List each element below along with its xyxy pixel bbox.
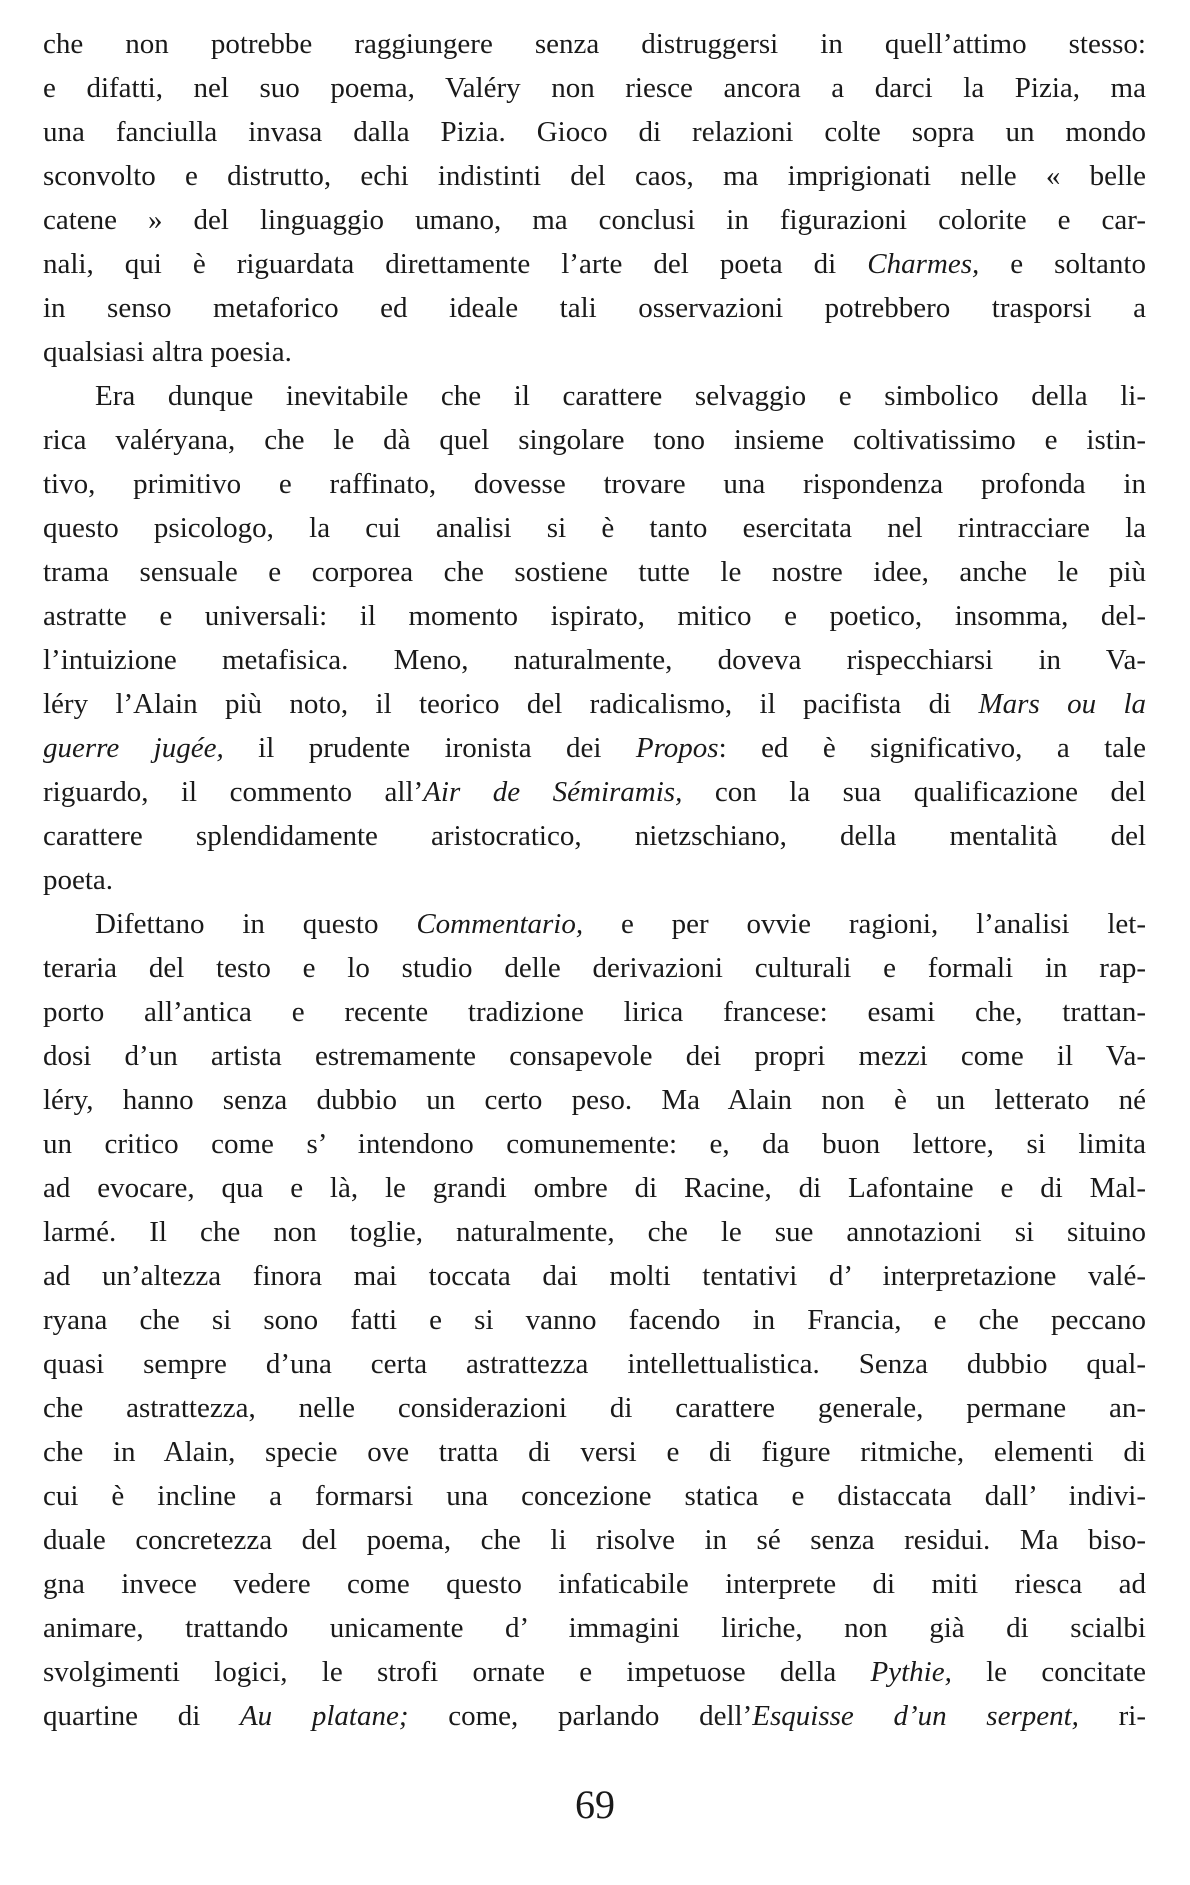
text-segment: léry, hanno senza dubbio un certo peso. Ma Alain non è un letterato né [43, 1084, 1146, 1116]
text-segment: ad evocare, qua e là, le grandi ombre di Racine, di Lafontaine e di Mal- [43, 1172, 1146, 1204]
text-segment: Era dunque inevitabile che il carattere selvaggio e simbolico della li- [95, 380, 1146, 412]
text-line [43, 638, 1146, 682]
text-line [43, 1298, 1146, 1342]
text-line [43, 66, 1146, 110]
text-segment: catene » del linguaggio umano, ma conclusi in figurazioni colorite e car- [43, 204, 1146, 236]
text-segment: che in Alain, specie ove tratta di versi e di figure ritmiche, elementi di [43, 1436, 1146, 1468]
text-line [43, 814, 1146, 858]
text-segment: con la sua qualificazione del [682, 776, 1146, 808]
text-line [43, 1386, 1146, 1430]
text-line [43, 462, 1146, 506]
text-segment: questo psicologo, la cui analisi si è tanto esercitata nel rintracciare la [43, 512, 1146, 544]
text-line [43, 682, 1146, 726]
text-segment: l’intuizione metafisica. Meno, naturalmente, doveva rispecchiarsi in Va- [43, 644, 1146, 676]
italic-title: Charmes, [867, 248, 980, 280]
text-segment: riguardo, il commento all’ [43, 776, 424, 808]
text-segment: come, parlando dell’ [408, 1700, 753, 1732]
page-number: 69 [575, 1782, 615, 1827]
text-segment: e soltanto [979, 248, 1146, 280]
text-segment: il prudente ironista dei [223, 732, 636, 764]
text-line [43, 506, 1146, 550]
text-segment: le concitate [951, 1656, 1146, 1688]
text-segment: quartine di [43, 1700, 240, 1732]
text-line [43, 1034, 1146, 1078]
text-segment: ad un’altezza finora mai toccata dai molti tentativi d’ interpretazione valé- [43, 1260, 1146, 1292]
text-line [43, 594, 1146, 638]
text-line [43, 1650, 1146, 1694]
text-line [43, 1166, 1146, 1210]
text-segment: : ed è significativo, a tale [718, 732, 1146, 764]
text-segment: carattere splendidamente aristocratico, nietzschiano, della mentalità del [43, 820, 1146, 852]
italic-title: Esquisse d’un serpent, [752, 1700, 1079, 1732]
text-line [43, 902, 1146, 946]
text-segment: trama sensuale e corporea che sostiene tutte le nostre idee, anche le più [43, 556, 1146, 588]
text-line [43, 1562, 1146, 1606]
italic-title: Mars ou la [978, 688, 1146, 720]
text-line [43, 550, 1146, 594]
text-line [43, 1210, 1146, 1254]
text-line [43, 858, 1146, 902]
text-segment: sconvolto e distrutto, echi indistinti del caos, ma imprigionati nelle « belle [43, 160, 1146, 192]
text-line [43, 770, 1146, 814]
text-line [43, 286, 1146, 330]
text-line [43, 1518, 1146, 1562]
text-segment: che astrattezza, nelle considerazioni di carattere generale, permane an- [43, 1392, 1146, 1424]
text-segment: tivo, primitivo e raffinato, dovesse trovare una rispondenza profonda in [43, 468, 1146, 500]
text-line [43, 1606, 1146, 1650]
text-segment: Difettano in questo [95, 908, 417, 940]
text-segment: larmé. Il che non toglie, naturalmente, che le sue annotazioni si situino [43, 1216, 1146, 1248]
text-line [43, 418, 1146, 462]
text-segment: una fanciulla invasa dalla Pizia. Gioco di relazioni colte sopra un mondo [43, 116, 1146, 148]
text-line [43, 990, 1146, 1034]
text-segment: nali, qui è riguardata direttamente l’arte del poeta di [43, 248, 868, 280]
text-segment: ri- [1078, 1700, 1147, 1732]
text-segment: qualsiasi altra poesia. [43, 336, 292, 368]
text-line [43, 1694, 1146, 1738]
text-line [43, 1254, 1146, 1298]
italic-title: guerre jugée, [43, 732, 224, 764]
text-line [43, 1122, 1146, 1166]
text-line [43, 1342, 1146, 1386]
text-line [43, 22, 1146, 66]
text-line [43, 374, 1146, 418]
text-segment: duale concretezza del poema, che li risolve in sé senza residui. Ma biso- [43, 1524, 1146, 1556]
text-segment: animare, trattando unicamente d’ immagini liriche, non già di scialbi [43, 1612, 1146, 1644]
text-line [43, 242, 1146, 286]
text-line [43, 1078, 1146, 1122]
italic-title: Au platane; [239, 1700, 409, 1732]
text-segment: quasi sempre d’una certa astrattezza intellettualistica. Senza dubbio qual- [43, 1348, 1146, 1380]
text-line [43, 946, 1146, 990]
text-line [43, 198, 1146, 242]
text-segment: dosi d’un artista estremamente consapevole dei propri mezzi come il Va- [43, 1040, 1146, 1072]
text-segment: gna invece vedere come questo infaticabile interprete di miti riesca ad [43, 1568, 1146, 1600]
text-segment: poeta. [43, 864, 114, 896]
italic-title: Air de Sémiramis, [423, 776, 683, 808]
text-segment: e difatti, nel suo poema, Valéry non riesce ancora a darci la Pizia, ma [43, 72, 1146, 104]
text-line [43, 330, 1146, 374]
text-segment: porto all’antica e recente tradizione lirica francese: esami che, trattan- [43, 996, 1146, 1028]
text-segment: un critico come s’ intendono comunemente: e, da buon lettore, si limita [43, 1128, 1146, 1160]
text-line [43, 154, 1146, 198]
italic-title: Pythie, [870, 1656, 952, 1688]
text-segment: rica valéryana, che le dà quel singolare tono insieme coltivatissimo e istin- [43, 424, 1146, 456]
text-line [43, 110, 1146, 154]
body-text [43, 22, 1146, 1738]
text-segment: astratte e universali: il momento ispirato, mitico e poetico, insomma, del- [43, 600, 1146, 632]
text-segment: léry l’Alain più noto, il teorico del radicalismo, il pacifista di [43, 688, 979, 720]
text-segment: teraria del testo e lo studio delle derivazioni culturali e formali in rap- [43, 952, 1146, 984]
text-segment: e per ovvie ragioni, l’analisi let- [583, 908, 1146, 940]
text-segment: cui è incline a formarsi una concezione statica e distaccata dall’ indivi- [43, 1480, 1146, 1512]
italic-title: Propos [635, 732, 719, 764]
text-line [43, 1430, 1146, 1474]
text-line [43, 726, 1146, 770]
text-line [43, 1474, 1146, 1518]
text-segment: in senso metaforico ed ideale tali osservazioni potrebbero trasporsi a [43, 292, 1146, 324]
text-segment: che non potrebbe raggiungere senza distruggersi in quell’attimo stesso: [43, 28, 1146, 60]
italic-title: Commentario, [416, 908, 584, 940]
text-segment: ryana che si sono fatti e si vanno facendo in Francia, e che peccano [43, 1304, 1146, 1336]
text-segment: svolgimenti logici, le strofi ornate e impetuose della [43, 1656, 871, 1688]
